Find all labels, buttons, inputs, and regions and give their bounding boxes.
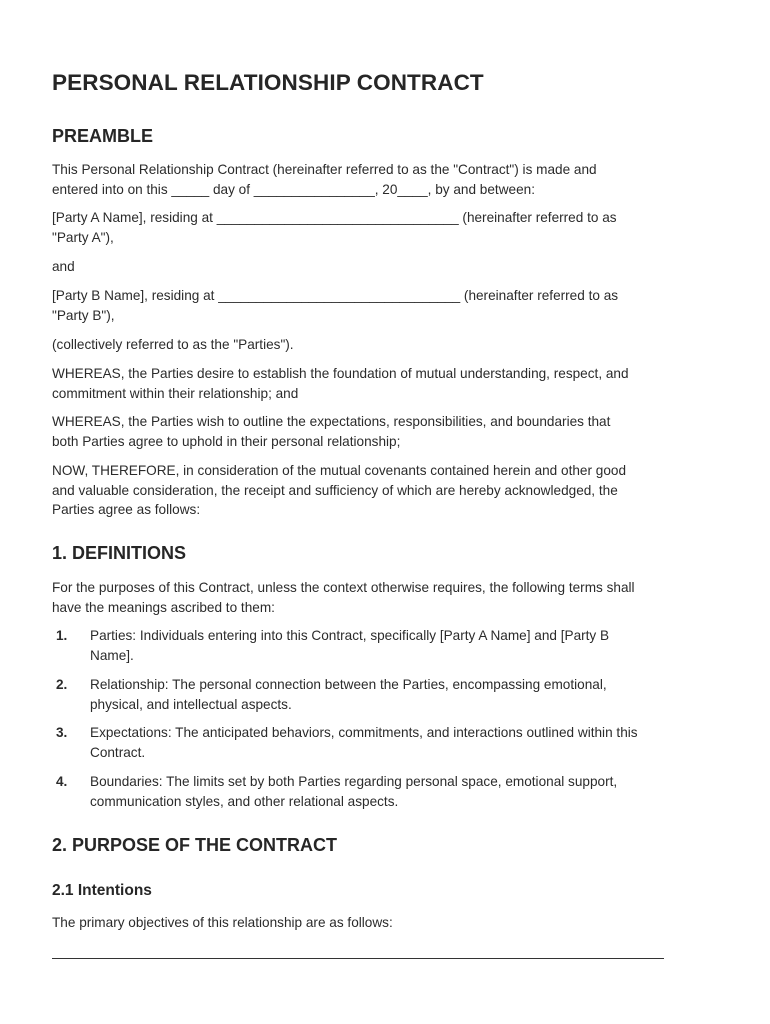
now-therefore-paragraph: NOW, THEREFORE, in consideration of the mutual covenants contained herein and other good and valuable consideration, the receipt and sufficiency of which are hereby acknowledged, the Parties agree as follows: [52,463,627,517]
list-item-text: Expectations: The anticipated behaviors, commitments, and interactions outlined within this Contract. [90,725,638,760]
document-title: PERSONAL RELATIONSHIP CONTRACT [52,70,484,95]
definitions-heading: 1. DEFINITIONS [52,543,187,563]
list-item-number: 2. [56,677,68,692]
objectives-intro: The primary objectives of this relationship are as follows: [52,915,393,930]
list-item-number: 1. [56,628,68,643]
list-item-number: 4. [56,774,68,789]
party-a-paragraph: [Party A Name], residing at ________________________________ (hereinafter referred to as "Party A"), [52,210,617,245]
purpose-heading: 2. PURPOSE OF THE CONTRACT [52,835,338,855]
definitions-intro: For the purposes of this Contract, unless the context otherwise requires, the following terms shall have the meanings ascribed to them: [52,580,635,615]
list-item-text: Boundaries: The limits set by both Parties regarding personal space, emotional support, communication styles, and other relational aspects. [90,774,618,809]
intentions-subheading: 2.1 Intentions [52,882,152,899]
preamble-paragraph-1: This Personal Relationship Contract (hereinafter referred to as the "Contract") is made and entered into on this _____ day of ________________, 20____, by and between: [52,162,597,197]
list-item-text: Parties: Individuals entering into this Contract, specifically [Party A Name] and [Party B Name]. [90,628,610,663]
whereas-paragraph-1: WHEREAS, the Parties desire to establish the foundation of mutual understanding, respect, and commitment within their relationship; and [52,366,629,401]
whereas-paragraph-2: WHEREAS, the Parties wish to outline the expectations, responsibilities, and boundaries that both Parties agree to uphold in their personal relationship; [52,414,611,449]
collectively-paragraph: (collectively referred to as the "Parties"). [52,337,294,352]
and-paragraph: and [52,259,75,274]
party-b-paragraph: [Party B Name], residing at ________________________________ (hereinafter referred to as "Party B"), [52,288,619,323]
preamble-heading: PREAMBLE [52,126,154,146]
list-item-text: Relationship: The personal connection between the Parties, encompassing emotional, physical, and intellectual aspects. [90,677,607,712]
fill-in-blank-line[interactable] [52,958,664,959]
list-item-number: 3. [56,725,68,740]
